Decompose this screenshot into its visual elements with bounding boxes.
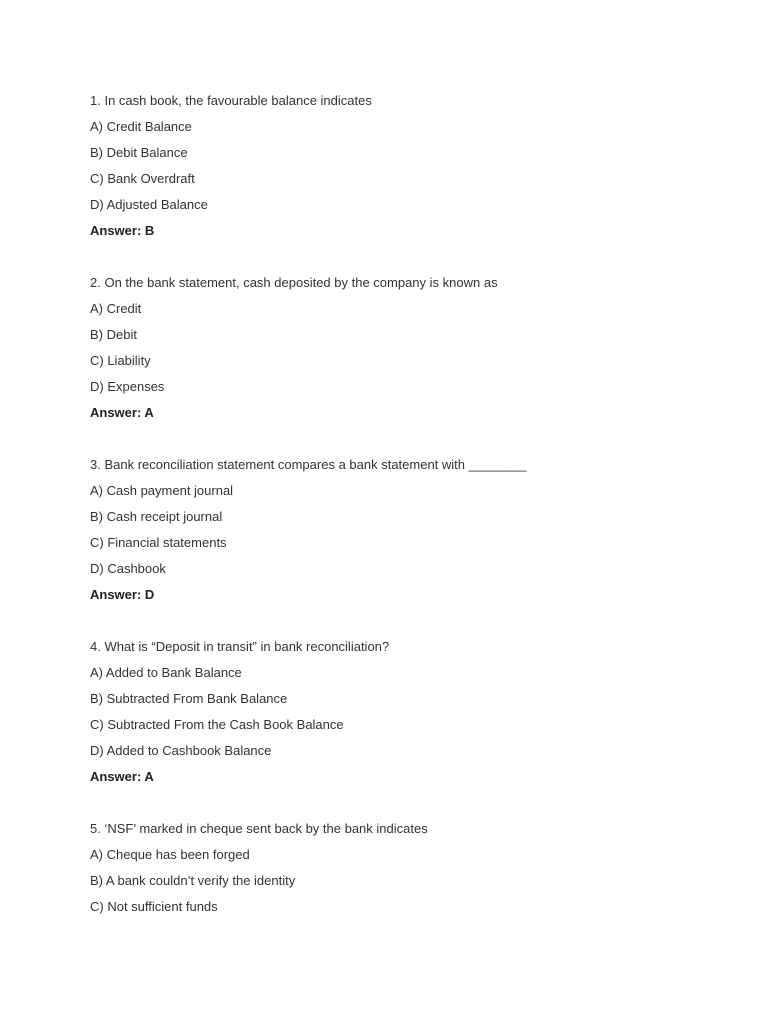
option-a: A) Added to Bank Balance — [90, 665, 242, 680]
question-text: 5. ‘NSF’ marked in cheque sent back by the bank indicates — [90, 821, 428, 836]
option-c: C) Not sufficient funds — [90, 899, 218, 914]
option-b: B) Debit — [90, 327, 137, 342]
option-c: C) Subtracted From the Cash Book Balance — [90, 717, 344, 732]
option-d: D) Adjusted Balance — [90, 197, 208, 212]
option-c: C) Bank Overdraft — [90, 171, 195, 186]
question-block-3 — [90, 456, 730, 612]
option-a: A) Cheque has been forged — [90, 847, 250, 862]
answer-text: Answer: D — [90, 587, 155, 602]
option-b: B) A bank couldn’t verify the identity — [90, 873, 296, 888]
question-block-4 — [90, 638, 730, 794]
answer-text: Answer: A — [90, 405, 154, 420]
option-c: C) Liability — [90, 353, 151, 368]
answer-text: Answer: A — [90, 769, 154, 784]
question-block-1 — [90, 92, 730, 248]
option-d: D) Expenses — [90, 379, 165, 394]
question-block-2 — [90, 274, 730, 430]
question-text: 2. On the bank statement, cash deposited by the company is known as — [90, 275, 498, 290]
question-text: 1. In cash book, the favourable balance indicates — [90, 93, 372, 108]
option-d: D) Added to Cashbook Balance — [90, 743, 272, 758]
option-b: B) Subtracted From Bank Balance — [90, 691, 288, 706]
option-a: A) Credit Balance — [90, 119, 192, 134]
option-b: B) Debit Balance — [90, 145, 188, 160]
option-a: A) Credit — [90, 301, 142, 316]
question-block-5 — [90, 820, 730, 924]
option-a: A) Cash payment journal — [90, 483, 234, 498]
option-b: B) Cash receipt journal — [90, 509, 223, 524]
question-text: 3. Bank reconciliation statement compares a bank statement with ________ — [90, 457, 527, 472]
answer-text: Answer: B — [90, 223, 155, 238]
option-c: C) Financial statements — [90, 535, 227, 550]
option-d: D) Cashbook — [90, 561, 166, 576]
question-text: 4. What is “Deposit in transit” in bank reconciliation? — [90, 639, 390, 654]
